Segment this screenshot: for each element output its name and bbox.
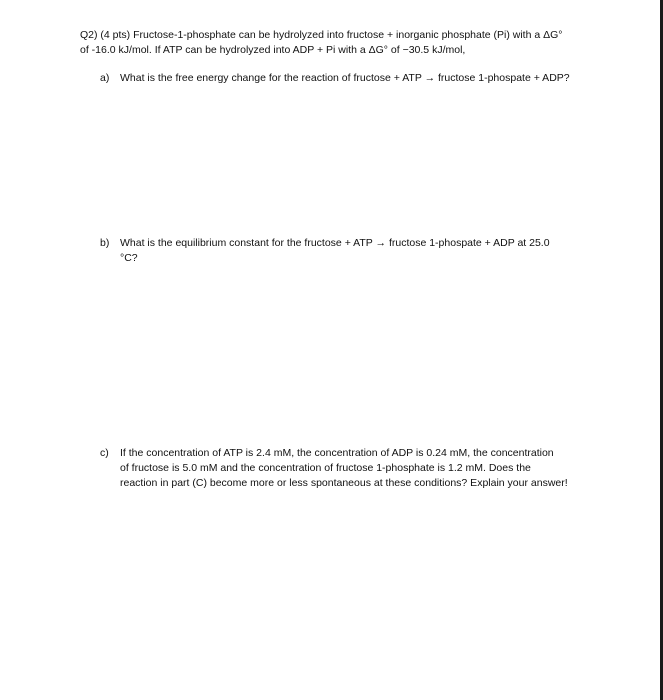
part-a-line: What is the free energy change for the reaction of fructose + ATP → fructose 1-phospate + ADP? (120, 72, 570, 84)
question-prompt (80, 28, 600, 58)
part-c-line: If the concentration of ATP is 2.4 mM, the concentration of ADP is 0.24 mM, the concentration (120, 447, 554, 459)
part-c-text (120, 446, 590, 491)
question-line: Q2) (4 pts) Fructose-1-phosphate can be hydrolyzed into fructose + inorganic phosphate (Pi) with a ΔG° (80, 29, 563, 41)
part-b-line: °C? (120, 252, 138, 264)
part-c (100, 446, 590, 491)
part-c-label: c) (100, 447, 109, 459)
part-b-line: What is the equilibrium constant for the fructose + ATP → fructose 1-phospate + ADP at 25.0 (120, 237, 550, 249)
part-c-line: reaction in part (C) become more or less spontaneous at these conditions? Explain your answer! (120, 477, 568, 489)
part-a-text (120, 71, 590, 86)
part-a-label: a) (100, 72, 110, 84)
part-b-label: b) (100, 237, 110, 249)
question-line: of -16.0 kJ/mol. If ATP can be hydrolyzed into ADP + Pi with a ΔG° of −30.5 kJ/mol, (80, 44, 466, 56)
part-b (100, 236, 590, 266)
part-b-text (120, 236, 590, 266)
part-c-line: of fructose is 5.0 mM and the concentration of fructose 1-phosphate is 1.2 mM. Does the (120, 462, 531, 474)
part-a (100, 71, 590, 86)
